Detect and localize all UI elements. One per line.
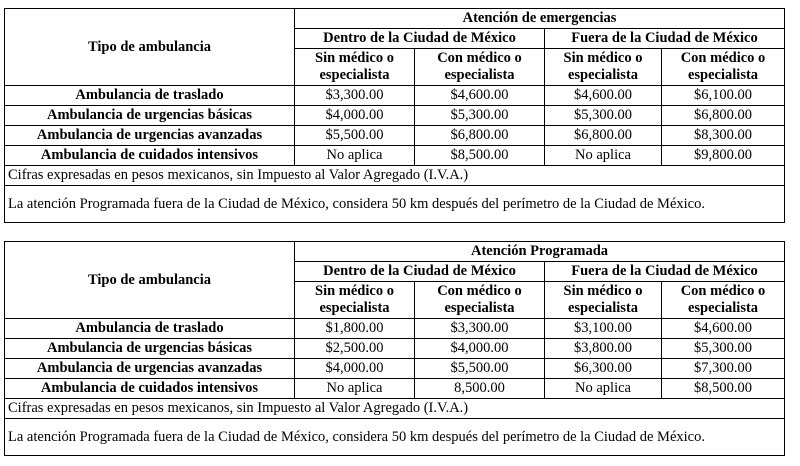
price-cell: No aplica — [545, 146, 662, 166]
column-header: Sin médico o especialista — [545, 282, 662, 319]
price-cell: $5,500.00 — [415, 359, 545, 379]
price-cell: $5,300.00 — [545, 106, 662, 126]
table-row — [5, 379, 785, 399]
currency-note: Cifras expresadas en pesos mexicanos, sin Impuesto al Valor Agregado (I.V.A.) — [5, 166, 785, 186]
price-cell: $4,000.00 — [295, 106, 415, 126]
region-header-inside: Dentro de la Ciudad de México — [295, 29, 545, 49]
price-cell: $6,800.00 — [662, 106, 785, 126]
column-header: Con médico o especialista — [415, 282, 545, 319]
ambulance-type: Ambulancia de traslado — [5, 319, 295, 339]
ambulance-type: Ambulancia de urgencias básicas — [5, 106, 295, 126]
ambulance-type: Ambulancia de traslado — [5, 86, 295, 106]
distance-note: La atención Programada fuera de la Ciudad de México, considera 50 km después del perímetro de la Ciudad de México. — [5, 419, 785, 456]
table-row — [5, 319, 785, 339]
ambulance-type: Ambulancia de urgencias avanzadas — [5, 126, 295, 146]
price-cell: $6,800.00 — [415, 126, 545, 146]
price-cell: $8,500.00 — [415, 146, 545, 166]
price-cell: $6,800.00 — [545, 126, 662, 146]
table-row — [5, 106, 785, 126]
table-header: Atención Programada — [295, 242, 785, 262]
column-header: Sin médico o especialista — [295, 49, 415, 86]
table-row — [5, 126, 785, 146]
table-row — [5, 146, 785, 166]
price-cell: $4,600.00 — [415, 86, 545, 106]
column-header: Con médico o especialista — [415, 49, 545, 86]
table-row — [5, 339, 785, 359]
region-header-outside: Fuera de la Ciudad de México — [545, 29, 785, 49]
price-cell: $1,800.00 — [295, 319, 415, 339]
row-header-cell: Tipo de ambulancia — [5, 9, 295, 86]
price-cell: $4,000.00 — [295, 359, 415, 379]
column-header: Sin médico o especialista — [295, 282, 415, 319]
column-header: Con médico o especialista — [662, 49, 785, 86]
ambulance-type: Ambulancia de urgencias avanzadas — [5, 359, 295, 379]
ambulance-type: Ambulancia de urgencias básicas — [5, 339, 295, 359]
column-header: Sin médico o especialista — [545, 49, 662, 86]
price-cell: $5,500.00 — [295, 126, 415, 146]
region-header-inside: Dentro de la Ciudad de México — [295, 262, 545, 282]
row-header-cell: Tipo de ambulancia — [5, 242, 295, 319]
price-cell: $5,300.00 — [415, 106, 545, 126]
price-cell: $9,800.00 — [662, 146, 785, 166]
price-cell: $3,300.00 — [415, 319, 545, 339]
price-cell: No aplica — [295, 379, 415, 399]
price-cell: No aplica — [545, 379, 662, 399]
ambulance-type: Ambulancia de cuidados intensivos — [5, 146, 295, 166]
scheduled-pricing-table — [4, 241, 785, 456]
price-cell: $6,100.00 — [662, 86, 785, 106]
price-cell: $6,300.00 — [545, 359, 662, 379]
emergency-pricing-table — [4, 8, 785, 223]
price-cell: $8,500.00 — [662, 379, 785, 399]
price-cell: 8,500.00 — [415, 379, 545, 399]
price-cell: $3,300.00 — [295, 86, 415, 106]
table-row — [5, 86, 785, 106]
currency-note: Cifras expresadas en pesos mexicanos, sin Impuesto al Valor Agregado (I.V.A.) — [5, 399, 785, 419]
price-cell: $5,300.00 — [662, 339, 785, 359]
column-header: Con médico o especialista — [662, 282, 785, 319]
table-header: Atención de emergencias — [295, 9, 785, 29]
price-cell: $7,300.00 — [662, 359, 785, 379]
table-row — [5, 359, 785, 379]
price-cell: $3,800.00 — [545, 339, 662, 359]
region-header-outside: Fuera de la Ciudad de México — [545, 262, 785, 282]
distance-note: La atención Programada fuera de la Ciudad de México, considera 50 km después del perímetro de la Ciudad de México. — [5, 186, 785, 223]
ambulance-type: Ambulancia de cuidados intensivos — [5, 379, 295, 399]
price-cell: $2,500.00 — [295, 339, 415, 359]
price-cell: $3,100.00 — [545, 319, 662, 339]
price-cell: $8,300.00 — [662, 126, 785, 146]
price-cell: $4,600.00 — [545, 86, 662, 106]
price-cell: $4,600.00 — [662, 319, 785, 339]
price-cell: $4,000.00 — [415, 339, 545, 359]
price-cell: No aplica — [295, 146, 415, 166]
